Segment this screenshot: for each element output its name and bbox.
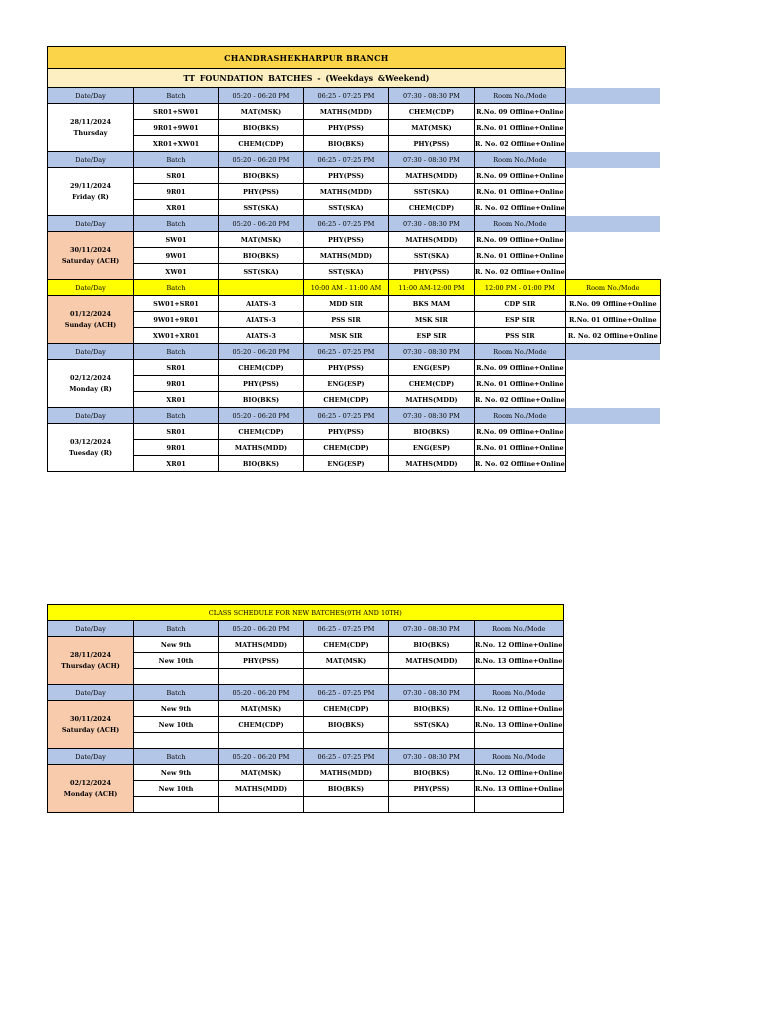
- schedule-cell: [134, 797, 219, 813]
- header-cell: Date/Day: [48, 621, 134, 637]
- header-cell: Room No./Mode: [565, 280, 660, 296]
- schedule-cell: SST(SKA): [219, 200, 304, 216]
- new-batches-title: CLASS SCHEDULE FOR NEW BATCHES(9TH AND 10TH): [48, 605, 564, 621]
- schedule-cell: 9R01: [134, 440, 219, 456]
- schedule-cell: SST(SKA): [304, 200, 389, 216]
- new-batches-timetable: [47, 604, 564, 813]
- schedule-cell: AIATS-3: [219, 312, 304, 328]
- schedule-cell: XR01: [134, 456, 219, 472]
- date-day-cell: [48, 104, 134, 152]
- header-row: [48, 408, 661, 424]
- date-text: 30/11/2024: [70, 715, 111, 723]
- schedule-cell: [134, 669, 219, 685]
- schedule-cell: R. No. 02 Offline+Online: [475, 392, 566, 408]
- schedule-cell: CHEM(CDP): [389, 200, 475, 216]
- schedule-cell: MATHS(MDD): [389, 232, 475, 248]
- header-cell: Date/Day: [48, 152, 134, 168]
- day-text: Saturday (ACH): [61, 257, 120, 265]
- schedule-cell: R. No. 02 Offline+Online: [475, 200, 566, 216]
- schedule-cell: [389, 797, 475, 813]
- schedule-cell: [219, 797, 304, 813]
- header-cell: Date/Day: [48, 749, 134, 765]
- header-cell: Batch: [134, 749, 219, 765]
- schedule-cell: PHY(PSS): [304, 360, 389, 376]
- schedule-cell: [475, 669, 564, 685]
- schedule-cell: R. No. 02 Offline+Online: [475, 456, 566, 472]
- schedule-cell: BIO(BKS): [304, 781, 389, 797]
- schedule-cell: [304, 733, 389, 749]
- header-cell: 05:20 - 06:20 PM: [219, 621, 304, 637]
- schedule-cell: MATHS(MDD): [219, 781, 304, 797]
- date-day-cell: [48, 360, 134, 408]
- header-cell: 12:00 PM - 01:00 PM: [475, 280, 566, 296]
- table-row: [48, 136, 661, 152]
- schedule-cell: ENG(ESP): [304, 456, 389, 472]
- header-cell: Date/Day: [48, 280, 134, 296]
- schedule-cell: PHY(PSS): [304, 424, 389, 440]
- schedule-cell: CHEM(CDP): [304, 701, 389, 717]
- date-day-cell: [48, 765, 134, 813]
- header-cell: 06:25 - 07:25 PM: [304, 152, 389, 168]
- header-cell: Batch: [134, 408, 219, 424]
- header-cell: 05:20 - 06:20 PM: [219, 216, 304, 232]
- table-row: [48, 765, 564, 781]
- schedule-cell: MAT(MSK): [389, 120, 475, 136]
- table-row: [48, 248, 661, 264]
- schedule-cell: [389, 669, 475, 685]
- header-cell: 06:25 - 07:25 PM: [304, 749, 389, 765]
- day-text: Monday (R): [69, 385, 112, 393]
- header-cell: 06:25 - 07:25 PM: [304, 344, 389, 360]
- schedule-cell: MSK SIR: [389, 312, 475, 328]
- schedule-cell: SW01: [134, 232, 219, 248]
- table-row: [48, 376, 661, 392]
- schedule-cell: R. No. 02 Offline+Online: [565, 328, 660, 344]
- schedule-cell: MATHS(MDD): [219, 637, 304, 653]
- table-row: [48, 360, 661, 376]
- schedule-cell: BIO(BKS): [219, 120, 304, 136]
- schedule-cell: CHEM(CDP): [219, 360, 304, 376]
- schedule-cell: ESP SIR: [475, 312, 566, 328]
- schedule-cell: New 10th: [134, 653, 219, 669]
- schedule-cell: R.No. 09 Offline+Online: [475, 360, 566, 376]
- schedule-cell: ESP SIR: [389, 328, 475, 344]
- schedule-cell: CHEM(CDP): [304, 392, 389, 408]
- header-cell: 05:20 - 06:20 PM: [219, 408, 304, 424]
- schedule-cell: PSS SIR: [304, 312, 389, 328]
- schedule-cell: XR01: [134, 200, 219, 216]
- schedule-cell: AIATS-3: [219, 328, 304, 344]
- day-text: Monday (ACH): [63, 790, 118, 798]
- schedule-cell: R. No. 02 Offline+Online: [475, 136, 566, 152]
- table-row: [48, 120, 661, 136]
- schedule-cell: R.No. 09 Offline+Online: [475, 232, 566, 248]
- schedule-cell: CHEM(CDP): [389, 104, 475, 120]
- schedule-cell: [134, 733, 219, 749]
- date-text: 02/12/2024: [70, 374, 111, 382]
- header-cell: Date/Day: [48, 344, 134, 360]
- date-day-cell: [48, 424, 134, 472]
- header-cell: 06:25 - 07:25 PM: [304, 216, 389, 232]
- schedule-cell: SW01+SR01: [134, 296, 219, 312]
- schedule-cell: AIATS-3: [219, 296, 304, 312]
- schedule-cell: CHEM(CDP): [304, 637, 389, 653]
- header-row: [48, 344, 661, 360]
- schedule-cell: MATHS(MDD): [304, 104, 389, 120]
- header-cell: 07:30 - 08:30 PM: [389, 88, 475, 104]
- table-row: [48, 168, 661, 184]
- schedule-cell: 9W01+9R01: [134, 312, 219, 328]
- schedule-cell: BIO(BKS): [389, 701, 475, 717]
- table-row: [48, 200, 661, 216]
- schedule-cell: BIO(BKS): [389, 637, 475, 653]
- header-cell: Room No./Mode: [475, 749, 564, 765]
- table-row: [48, 184, 661, 200]
- schedule-cell: PHY(PSS): [219, 653, 304, 669]
- schedule-cell: CDP SIR: [475, 296, 566, 312]
- schedule-cell: MATHS(MDD): [389, 168, 475, 184]
- schedule-cell: SR01+SW01: [134, 104, 219, 120]
- schedule-cell: PSS SIR: [475, 328, 566, 344]
- schedule-cell: CHEM(CDP): [219, 136, 304, 152]
- schedule-cell: [219, 733, 304, 749]
- schedule-cell: MATHS(MDD): [304, 248, 389, 264]
- header-cell: Batch: [134, 216, 219, 232]
- schedule-cell: MATHS(MDD): [304, 765, 389, 781]
- schedule-cell: 9R01+9W01: [134, 120, 219, 136]
- schedule-cell: ENG(ESP): [389, 440, 475, 456]
- schedule-cell: R.No. 12 Offline+Online: [475, 701, 564, 717]
- schedule-cell: CHEM(CDP): [304, 440, 389, 456]
- branch-title: CHANDRASHEKHARPUR BRANCH: [48, 47, 566, 69]
- schedule-cell: R.No. 01 Offline+Online: [475, 184, 566, 200]
- schedule-cell: BIO(BKS): [219, 168, 304, 184]
- schedule-cell: XW01+XR01: [134, 328, 219, 344]
- header-cell: Room No./Mode: [475, 216, 566, 232]
- schedule-cell: CHEM(CDP): [389, 376, 475, 392]
- day-text: Saturday (ACH): [61, 726, 120, 734]
- schedule-cell: CHEM(CDP): [219, 717, 304, 733]
- schedule-cell: R.No. 12 Offline+Online: [475, 637, 564, 653]
- schedule-cell: PHY(PSS): [389, 781, 475, 797]
- header-cell: 05:20 - 06:20 PM: [219, 152, 304, 168]
- schedule-cell: R.No. 01 Offline+Online: [475, 376, 566, 392]
- schedule-cell: R. No. 02 Offline+Online: [475, 264, 566, 280]
- schedule-cell: MATHS(MDD): [219, 440, 304, 456]
- schedule-cell: MATHS(MDD): [389, 456, 475, 472]
- header-cell: Batch: [134, 152, 219, 168]
- date-text: 28/11/2024: [70, 651, 111, 659]
- schedule-cell: New 9th: [134, 701, 219, 717]
- schedule-cell: BIO(BKS): [304, 717, 389, 733]
- schedule-cell: MATHS(MDD): [304, 184, 389, 200]
- schedule-cell: 9R01: [134, 184, 219, 200]
- schedule-cell: SST(SKA): [389, 184, 475, 200]
- date-text: 29/11/2024: [70, 182, 111, 190]
- table-row: [48, 392, 661, 408]
- schedule-cell: [219, 669, 304, 685]
- table-row: [48, 456, 661, 472]
- table-row: [48, 440, 661, 456]
- header-cell: Batch: [134, 280, 219, 296]
- header-cell: Room No./Mode: [475, 88, 566, 104]
- table-row: [48, 104, 661, 120]
- date-text: 28/11/2024: [70, 118, 111, 126]
- schedule-cell: 9R01: [134, 376, 219, 392]
- header-cell: 07:30 - 08:30 PM: [389, 621, 475, 637]
- schedule-cell: SR01: [134, 424, 219, 440]
- schedule-cell: R.No. 01 Offline+Online: [565, 312, 660, 328]
- schedule-cell: MAT(MSK): [219, 232, 304, 248]
- schedule-cell: XW01: [134, 264, 219, 280]
- table-row: [48, 296, 661, 312]
- schedule-cell: [389, 733, 475, 749]
- schedule-cell: MAT(MSK): [219, 104, 304, 120]
- schedule-cell: R.No. 09 Offline+Online: [475, 104, 566, 120]
- schedule-cell: SR01: [134, 168, 219, 184]
- date-day-cell: [48, 701, 134, 749]
- header-cell: Batch: [134, 621, 219, 637]
- header-row: [48, 216, 661, 232]
- schedule-cell: BIO(BKS): [219, 392, 304, 408]
- header-cell: Date/Day: [48, 88, 134, 104]
- schedule-cell: PHY(PSS): [304, 168, 389, 184]
- header-cell: 06:25 - 07:25 PM: [304, 621, 389, 637]
- schedule-cell: [475, 797, 564, 813]
- schedule-cell: R.No. 09 Offline+Online: [475, 168, 566, 184]
- schedule-cell: New 10th: [134, 781, 219, 797]
- schedule-cell: MDD SIR: [304, 296, 389, 312]
- header-cell: Date/Day: [48, 216, 134, 232]
- schedule-cell: R.No. 01 Offline+Online: [475, 248, 566, 264]
- schedule-cell: MAT(MSK): [219, 701, 304, 717]
- header-cell: [219, 280, 304, 296]
- schedule-cell: MAT(MSK): [304, 653, 389, 669]
- header-cell: Batch: [134, 685, 219, 701]
- table-row: [48, 264, 661, 280]
- schedule-cell: SST(SKA): [389, 717, 475, 733]
- schedule-cell: BIO(BKS): [389, 424, 475, 440]
- header-cell: Date/Day: [48, 685, 134, 701]
- schedule-cell: MSK SIR: [304, 328, 389, 344]
- date-text: 02/12/2024: [70, 779, 111, 787]
- schedule-cell: CHEM(CDP): [219, 424, 304, 440]
- header-row: [48, 685, 564, 701]
- schedule-cell: PHY(PSS): [389, 136, 475, 152]
- header-cell: 06:25 - 07:25 PM: [304, 685, 389, 701]
- schedule-cell: PHY(PSS): [219, 376, 304, 392]
- header-cell: Room No./Mode: [475, 408, 566, 424]
- header-cell: 10:00 AM - 11:00 AM: [304, 280, 389, 296]
- header-row: [48, 749, 564, 765]
- date-day-cell: [48, 637, 134, 685]
- schedule-cell: BIO(BKS): [219, 248, 304, 264]
- date-day-cell: [48, 232, 134, 280]
- table-row: [48, 232, 661, 248]
- header-cell: 05:20 - 06:20 PM: [219, 685, 304, 701]
- table-row: [48, 312, 661, 328]
- table-row: [48, 637, 564, 653]
- header-cell: 07:30 - 08:30 PM: [389, 685, 475, 701]
- table-row: [48, 424, 661, 440]
- header-row: [48, 152, 661, 168]
- header-cell: 05:20 - 06:20 PM: [219, 88, 304, 104]
- day-text: Tuesday (R): [68, 449, 113, 457]
- schedule-cell: MAT(MSK): [219, 765, 304, 781]
- header-cell: Date/Day: [48, 408, 134, 424]
- schedule-cell: R.No. 12 Offline+Online: [475, 765, 564, 781]
- header-cell: 07:30 - 08:30 PM: [389, 344, 475, 360]
- header-cell: 07:30 - 08:30 PM: [389, 216, 475, 232]
- schedule-cell: R.No. 13 Offline+Online: [475, 653, 564, 669]
- schedule-cell: [304, 797, 389, 813]
- header-cell: Batch: [134, 344, 219, 360]
- date-text: 30/11/2024: [70, 246, 111, 254]
- schedule-cell: 9W01: [134, 248, 219, 264]
- schedule-cell: ENG(ESP): [389, 360, 475, 376]
- batch-subtitle: TT FOUNDATION BATCHES - (Weekdays &Weekend): [48, 69, 566, 88]
- schedule-cell: PHY(PSS): [389, 264, 475, 280]
- schedule-cell: R.No. 01 Offline+Online: [475, 440, 566, 456]
- schedule-cell: MATHS(MDD): [389, 653, 475, 669]
- header-cell: 05:20 - 06:20 PM: [219, 344, 304, 360]
- schedule-cell: [304, 669, 389, 685]
- date-day-cell: [48, 296, 134, 344]
- schedule-cell: SST(SKA): [304, 264, 389, 280]
- day-text: Thursday: [73, 129, 108, 137]
- date-text: 01/12/2024: [70, 310, 111, 318]
- header-cell: 06:25 - 07:25 PM: [304, 88, 389, 104]
- table-row: [48, 328, 661, 344]
- schedule-cell: MATHS(MDD): [389, 392, 475, 408]
- header-cell: 11:00 AM-12:00 PM: [389, 280, 475, 296]
- table-row: [48, 701, 564, 717]
- schedule-cell: R.No. 09 Offline+Online: [475, 424, 566, 440]
- header-row: [48, 88, 661, 104]
- schedule-cell: ENG(ESP): [304, 376, 389, 392]
- header-cell: Room No./Mode: [475, 621, 564, 637]
- day-text: Thursday (ACH): [61, 662, 120, 670]
- header-cell: 07:30 - 08:30 PM: [389, 749, 475, 765]
- header-cell: 07:30 - 08:30 PM: [389, 408, 475, 424]
- schedule-cell: XR01+XW01: [134, 136, 219, 152]
- schedule-cell: PHY(PSS): [304, 232, 389, 248]
- day-text: Friday (R): [72, 193, 109, 201]
- schedule-cell: BIO(BKS): [304, 136, 389, 152]
- schedule-cell: R.No. 13 Offline+Online: [475, 717, 564, 733]
- schedule-cell: PHY(PSS): [304, 120, 389, 136]
- schedule-cell: R.No. 01 Offline+Online: [475, 120, 566, 136]
- header-row: [48, 280, 661, 296]
- schedule-cell: SST(SKA): [219, 264, 304, 280]
- date-text: 03/12/2024: [70, 438, 111, 446]
- schedule-cell: New 10th: [134, 717, 219, 733]
- header-cell: Batch: [134, 88, 219, 104]
- schedule-cell: SST(SKA): [389, 248, 475, 264]
- branch-timetable: [47, 46, 661, 472]
- header-cell: Room No./Mode: [475, 685, 564, 701]
- schedule-cell: New 9th: [134, 765, 219, 781]
- schedule-cell: BKS MAM: [389, 296, 475, 312]
- schedule-cell: PHY(PSS): [219, 184, 304, 200]
- date-day-cell: [48, 168, 134, 216]
- schedule-cell: SR01: [134, 360, 219, 376]
- day-text: Sunday (ACH): [64, 321, 117, 329]
- header-cell: Room No./Mode: [475, 344, 566, 360]
- header-cell: 05:20 - 06:20 PM: [219, 749, 304, 765]
- schedule-cell: R.No. 13 Offline+Online: [475, 781, 564, 797]
- header-row: [48, 621, 564, 637]
- schedule-cell: R.No. 09 Offline+Online: [565, 296, 660, 312]
- header-cell: 07:30 - 08:30 PM: [389, 152, 475, 168]
- header-cell: Room No./Mode: [475, 152, 566, 168]
- header-cell: 06:25 - 07:25 PM: [304, 408, 389, 424]
- schedule-cell: BIO(BKS): [389, 765, 475, 781]
- schedule-cell: [475, 733, 564, 749]
- schedule-cell: BIO(BKS): [219, 456, 304, 472]
- schedule-cell: New 9th: [134, 637, 219, 653]
- schedule-cell: XR01: [134, 392, 219, 408]
